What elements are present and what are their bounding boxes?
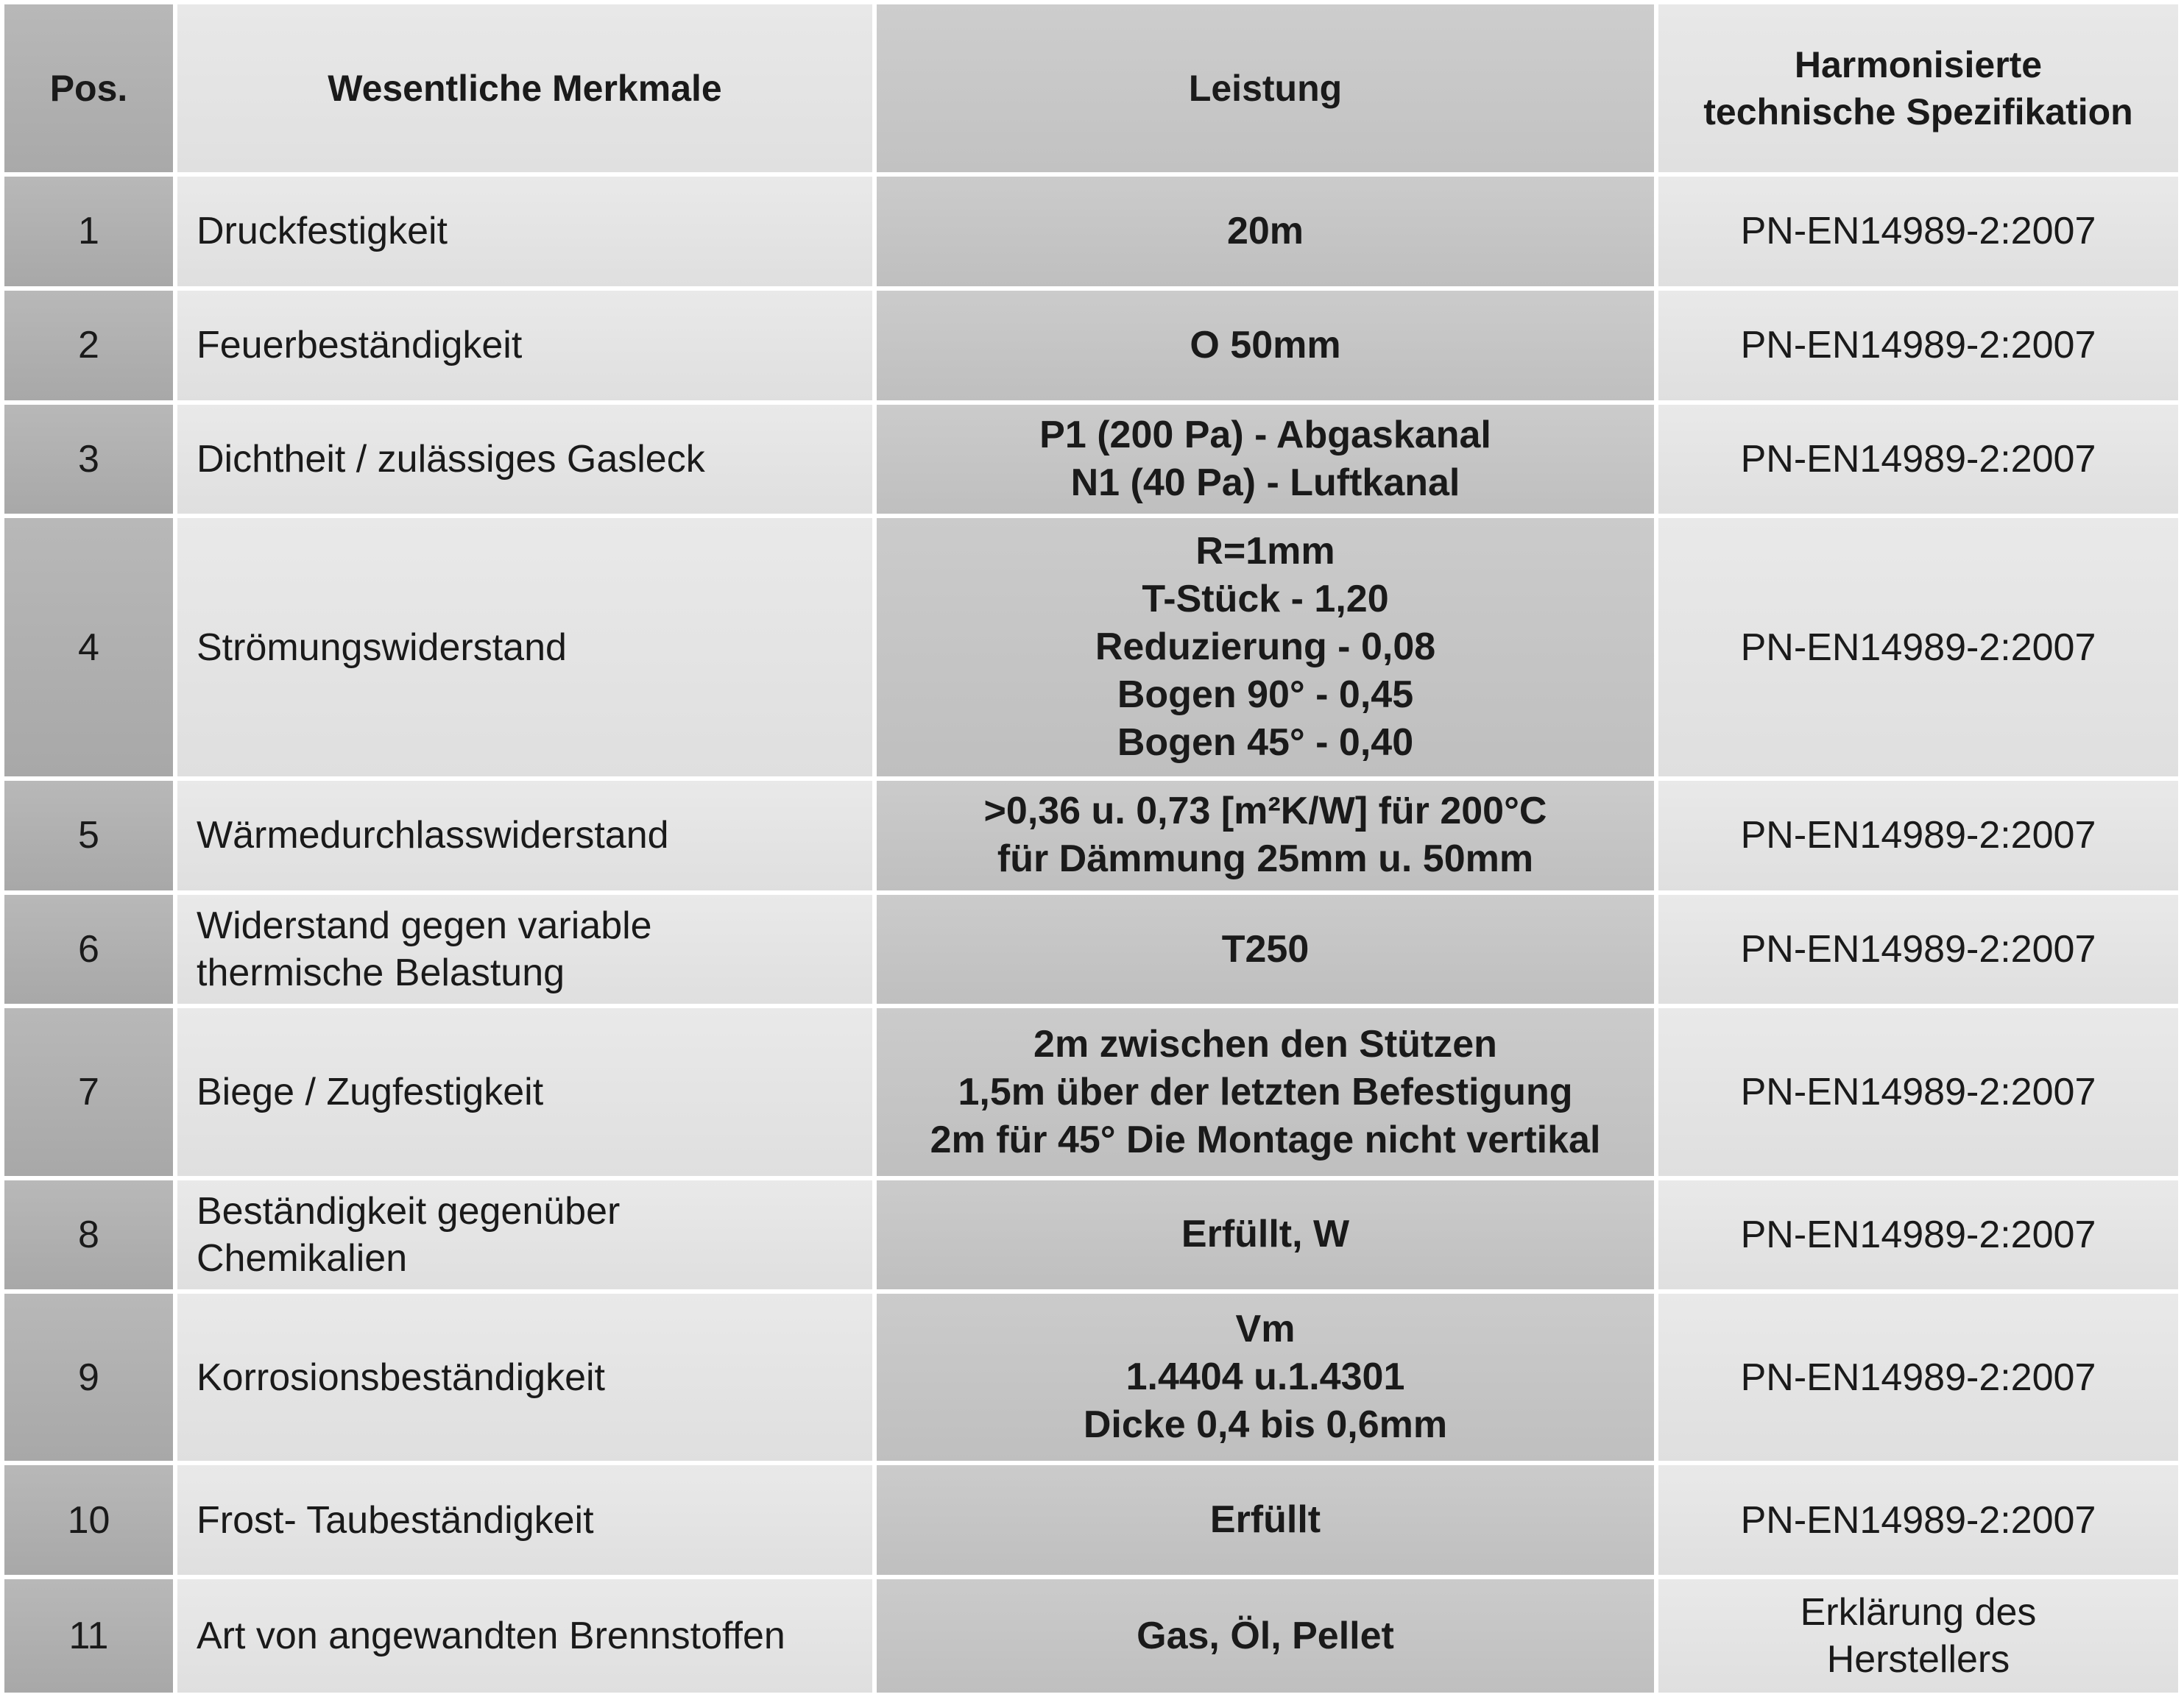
performance-text: 1.4404 u.1.4301 <box>1125 1356 1405 1399</box>
row-pos-cell: 2 <box>4 291 177 405</box>
row-feature-cell <box>177 177 877 291</box>
specification-text: PN-EN14989-2:2007 <box>1740 1213 2096 1256</box>
performance-text: Reduzierung - 0,08 <box>1095 626 1436 669</box>
performance-text: T250 <box>1221 927 1310 971</box>
table-row <box>4 1579 2178 1693</box>
performance-text: R=1mm <box>1195 530 1335 573</box>
row-pos-cell: 11 <box>4 1579 177 1693</box>
feature-text: Wärmedurchlasswiderstand <box>197 814 669 857</box>
specification-text: Erklärung des <box>1800 1591 2037 1634</box>
table-row <box>4 781 2178 895</box>
specification-text: PN-EN14989-2:2007 <box>1740 437 2096 481</box>
table-row <box>4 1465 2178 1579</box>
row-specification-cell <box>1658 177 2178 291</box>
feature-text: Strömungswiderstand <box>197 626 567 669</box>
row-performance-cell <box>877 1008 1658 1180</box>
row-feature-cell <box>177 1465 877 1579</box>
row-feature-cell <box>177 1008 877 1180</box>
feature-text: Art von angewandten Brennstoffen <box>197 1615 785 1658</box>
row-feature-cell <box>177 1579 877 1693</box>
header-row <box>4 4 2178 177</box>
feature-text: thermische Belastung <box>197 952 565 995</box>
row-performance-cell <box>877 405 1658 519</box>
performance-text: Erfüllt <box>1209 1498 1321 1542</box>
performance-text: Bogen 45° - 0,40 <box>1117 721 1414 765</box>
feature-text: Beständigkeit gegenüber <box>197 1189 621 1233</box>
table-row <box>4 518 2178 781</box>
specification-table <box>4 4 2178 1693</box>
table-row <box>4 177 2178 291</box>
row-feature-cell <box>177 1294 877 1465</box>
feature-text: Chemikalien <box>197 1236 408 1280</box>
specification-text: Herstellers <box>1826 1638 2010 1682</box>
performance-text: Dicke 0,4 bis 0,6mm <box>1083 1403 1448 1447</box>
performance-text: Gas, Öl, Pellet <box>1137 1614 1394 1657</box>
row-specification-cell <box>1658 405 2178 519</box>
table-row <box>4 1180 2178 1294</box>
row-pos-cell: 3 <box>4 405 177 519</box>
row-specification-cell <box>1658 518 2178 781</box>
performance-text: >0,36 u. 0,73 [m²K/W] für 200°C <box>983 790 1547 833</box>
row-specification-cell <box>1658 291 2178 405</box>
row-performance-cell <box>877 291 1658 405</box>
specification-text: PN-EN14989-2:2007 <box>1740 210 2096 253</box>
row-feature-cell <box>177 895 877 1009</box>
row-specification-cell <box>1658 1294 2178 1465</box>
header-feature: Wesentliche Merkmale <box>177 4 877 177</box>
feature-text: Feuerbeständigkeit <box>197 324 523 367</box>
performance-text: für Dämmung 25mm u. 50mm <box>997 837 1534 881</box>
row-performance-cell <box>877 1294 1658 1465</box>
table-row <box>4 1294 2178 1465</box>
row-pos-cell: 10 <box>4 1465 177 1579</box>
row-performance-cell <box>877 518 1658 781</box>
performance-text: 1,5m über der letzten Befestigung <box>958 1070 1573 1113</box>
table-row <box>4 1008 2178 1180</box>
feature-text: Frost- Taubeständigkeit <box>197 1498 594 1542</box>
feature-text: Druckfestigkeit <box>197 210 448 253</box>
specification-text: PN-EN14989-2:2007 <box>1740 626 2096 669</box>
row-pos-cell: 9 <box>4 1294 177 1465</box>
performance-text: 2m zwischen den Stützen <box>1033 1022 1497 1066</box>
row-specification-cell <box>1658 895 2178 1009</box>
row-feature-cell <box>177 1180 877 1294</box>
performance-text: Vm <box>1235 1308 1296 1351</box>
row-pos-cell: 8 <box>4 1180 177 1294</box>
specification-text: PN-EN14989-2:2007 <box>1740 1071 2096 1114</box>
feature-text: Korrosionsbeständigkeit <box>197 1356 605 1399</box>
performance-text: 20m <box>1226 209 1304 252</box>
row-pos-cell: 6 <box>4 895 177 1009</box>
table-row <box>4 895 2178 1009</box>
header-spec-line-1: Harmonisierte <box>1794 44 2043 85</box>
row-feature-cell <box>177 781 877 895</box>
row-performance-cell <box>877 895 1658 1009</box>
header-specification <box>1658 4 2178 177</box>
row-feature-cell <box>177 291 877 405</box>
table-row <box>4 291 2178 405</box>
specification-text: PN-EN14989-2:2007 <box>1740 814 2096 857</box>
row-specification-cell <box>1658 1579 2178 1693</box>
specification-text: PN-EN14989-2:2007 <box>1740 1356 2096 1399</box>
header-pos: Pos. <box>4 4 177 177</box>
row-specification-cell <box>1658 1465 2178 1579</box>
row-feature-cell <box>177 518 877 781</box>
row-pos-cell: 4 <box>4 518 177 781</box>
specification-text: PN-EN14989-2:2007 <box>1740 324 2096 367</box>
specification-text: PN-EN14989-2:2007 <box>1740 1498 2096 1542</box>
header-spec-line-2: technische Spezifikation <box>1703 91 2133 132</box>
performance-text: Erfüllt, W <box>1181 1213 1350 1256</box>
table-row <box>4 405 2178 519</box>
performance-text: P1 (200 Pa) - Abgaskanal <box>1039 413 1491 456</box>
row-performance-cell <box>877 1465 1658 1579</box>
row-pos-cell: 1 <box>4 177 177 291</box>
row-performance-cell <box>877 781 1658 895</box>
feature-text: Widerstand gegen variable <box>197 904 652 948</box>
row-specification-cell <box>1658 1180 2178 1294</box>
row-pos-cell: 7 <box>4 1008 177 1180</box>
specification-text: PN-EN14989-2:2007 <box>1740 928 2096 971</box>
header-performance: Leistung <box>877 4 1658 177</box>
row-specification-cell <box>1658 1008 2178 1180</box>
performance-text: N1 (40 Pa) - Luftkanal <box>1070 461 1460 504</box>
row-performance-cell <box>877 1579 1658 1693</box>
performance-text: T-Stück - 1,20 <box>1142 578 1389 621</box>
row-feature-cell <box>177 405 877 519</box>
row-pos-cell: 5 <box>4 781 177 895</box>
row-specification-cell <box>1658 781 2178 895</box>
row-performance-cell <box>877 177 1658 291</box>
row-performance-cell <box>877 1180 1658 1294</box>
feature-text: Biege / Zugfestigkeit <box>197 1071 544 1114</box>
performance-text: O 50mm <box>1190 323 1341 366</box>
performance-text: 2m für 45° Die Montage nicht vertikal <box>930 1118 1601 1161</box>
performance-text: Bogen 90° - 0,45 <box>1117 673 1414 717</box>
feature-text: Dichtheit / zulässiges Gasleck <box>197 437 705 481</box>
